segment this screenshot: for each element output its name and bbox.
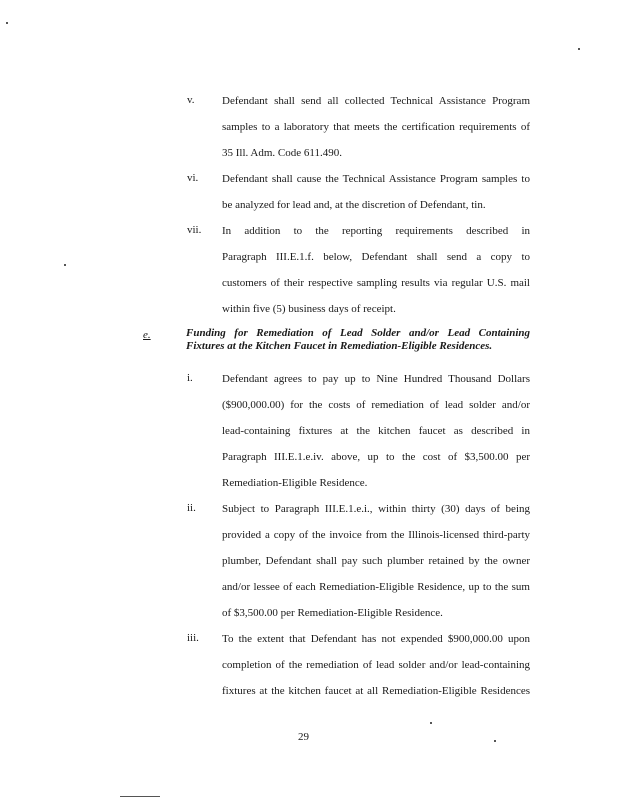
scan-speck [430,722,432,724]
scan-speck [120,796,160,797]
text-line: In addition to the reporting requirements described in [222,225,530,237]
text-line: within five (5) business days of receipt. [222,303,396,315]
text-line: of $3,500.00 per Remediation-Eligible Residence. [222,607,443,619]
section-letter: e. [143,329,151,341]
item-numeral-vi: vi. [187,172,199,184]
text-line: Defendant agrees to pay up to Nine Hundred Thousand Dollars [222,373,530,385]
section-item-text-iii [222,626,530,704]
scan-speck [64,264,66,266]
section-item-numeral-ii: ii. [187,502,196,514]
item-text-vi [222,166,530,218]
heading-line: Funding for Remediation of Lead Solder and/or Lead Containing [186,327,530,339]
text-line: provided a copy of the invoice from the Illinois-licensed third-party [222,529,530,541]
item-text-vii [222,218,530,322]
text-line: To the extent that Defendant has not expended $900,000.00 upon [222,633,530,645]
item-numeral-v: v. [187,94,195,106]
section-heading [186,327,530,353]
item-text-v [222,88,530,166]
text-line: customers of their respective sampling results via regular U.S. mail [222,277,530,289]
text-line: Defendant shall send all collected Technical Assistance Program [222,95,530,107]
text-line: completion of the remediation of lead solder and/or lead-containing [222,659,530,671]
text-line: and/or lessee of each Remediation-Eligible Residence, up to the sum [222,581,530,593]
text-line: 35 Ill. Adm. Code 611.490. [222,147,342,159]
text-line: samples to a laboratory that meets the certification requirements of [222,121,530,133]
section-item-numeral-iii: iii. [187,632,199,644]
text-line: Remediation-Eligible Residence. [222,477,368,489]
scan-speck [494,740,496,742]
scan-speck [578,48,580,50]
heading-line: Fixtures at the Kitchen Faucet in Remediation-Eligible Residences. [186,340,493,352]
scan-speck [6,22,8,24]
text-line: Defendant shall cause the Technical Assistance Program samples to [222,173,530,185]
text-line: be analyzed for lead and, at the discretion of Defendant, tin. [222,199,486,211]
text-line: plumber, Defendant shall pay such plumber retained by the owner [222,555,530,567]
text-line: Paragraph III.E.1.e.iv. above, up to the cost of $3,500.00 per [222,451,530,463]
text-line: fixtures at the kitchen faucet at all Remediation-Eligible Residences [222,685,530,697]
text-line: Subject to Paragraph III.E.1.e.i., within thirty (30) days of being [222,503,530,515]
section-item-numeral-i: i. [187,372,193,384]
item-numeral-vii: vii. [187,224,202,236]
page-number: 29 [298,731,309,743]
section-item-text-ii [222,496,530,626]
section-item-text-i [222,366,530,496]
text-line: lead-containing fixtures at the kitchen faucet as described in [222,425,530,437]
text-line: ($900,000.00) for the costs of remediation of lead solder and/or [222,399,530,411]
text-line: Paragraph III.E.1.f. below, Defendant shall send a copy to [222,251,530,263]
